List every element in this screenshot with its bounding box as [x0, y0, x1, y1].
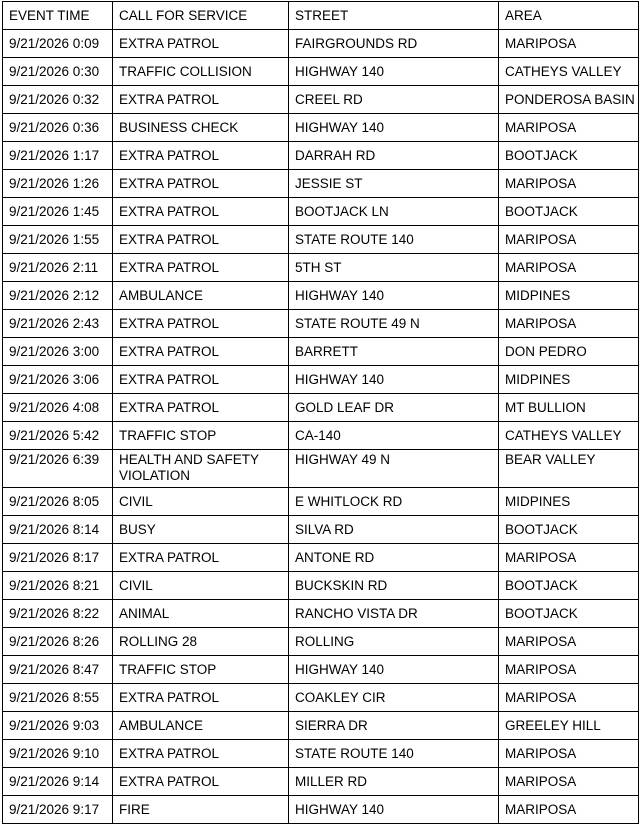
call-for-service-cell: HEALTH AND SAFETY VIOLATION	[113, 450, 289, 488]
table-row	[3, 544, 639, 572]
table-body	[3, 30, 639, 824]
street-cell: HIGHWAY 49 N	[289, 450, 499, 488]
table-row	[3, 366, 639, 394]
area-cell: MARIPOSA	[499, 30, 639, 58]
table-row	[3, 768, 639, 796]
call-for-service-cell: EXTRA PATROL	[113, 684, 289, 712]
area-cell: BOOTJACK	[499, 516, 639, 544]
street-cell: 5TH ST	[289, 254, 499, 282]
table-row	[3, 394, 639, 422]
event-time-cell: 9/21/2026 3:00	[3, 338, 113, 366]
area-cell: MIDPINES	[499, 282, 639, 310]
event-time-cell: 9/21/2026 8:21	[3, 572, 113, 600]
street-cell: HIGHWAY 140	[289, 366, 499, 394]
event-time-cell: 9/21/2026 8:14	[3, 516, 113, 544]
area-cell: MARIPOSA	[499, 768, 639, 796]
area-cell: MARIPOSA	[499, 740, 639, 768]
street-cell: FAIRGROUNDS RD	[289, 30, 499, 58]
table-row	[3, 422, 639, 450]
call-for-service-cell: CIVIL	[113, 488, 289, 516]
table-row	[3, 86, 639, 114]
area-cell: MARIPOSA	[499, 796, 639, 824]
event-time-cell: 9/21/2026 1:55	[3, 226, 113, 254]
call-for-service-cell: EXTRA PATROL	[113, 740, 289, 768]
area-cell: MARIPOSA	[499, 254, 639, 282]
area-cell: DON PEDRO	[499, 338, 639, 366]
call-for-service-cell: CIVIL	[113, 572, 289, 600]
table-row	[3, 796, 639, 824]
event-time-cell: 9/21/2026 0:30	[3, 58, 113, 86]
street-cell: RANCHO VISTA DR	[289, 600, 499, 628]
street-cell: COAKLEY CIR	[289, 684, 499, 712]
area-cell: MARIPOSA	[499, 544, 639, 572]
header-row	[3, 2, 639, 30]
call-for-service-cell: EXTRA PATROL	[113, 310, 289, 338]
table-row	[3, 114, 639, 142]
event-time-cell: 9/21/2026 9:17	[3, 796, 113, 824]
event-time-cell: 9/21/2026 8:17	[3, 544, 113, 572]
event-time-cell: 9/21/2026 5:42	[3, 422, 113, 450]
street-cell: BUCKSKIN RD	[289, 572, 499, 600]
call-for-service-cell: EXTRA PATROL	[113, 170, 289, 198]
call-for-service-cell: EXTRA PATROL	[113, 768, 289, 796]
area-cell: MARIPOSA	[499, 684, 639, 712]
event-time-cell: 9/21/2026 6:39	[3, 450, 113, 488]
event-time-cell: 9/21/2026 1:26	[3, 170, 113, 198]
table-row	[3, 488, 639, 516]
table-row	[3, 58, 639, 86]
call-for-service-cell: EXTRA PATROL	[113, 226, 289, 254]
call-for-service-cell: TRAFFIC STOP	[113, 422, 289, 450]
event-time-cell: 9/21/2026 2:43	[3, 310, 113, 338]
call-log-table	[2, 1, 639, 824]
event-time-cell: 9/21/2026 0:32	[3, 86, 113, 114]
call-for-service-cell: EXTRA PATROL	[113, 366, 289, 394]
area-cell: MT BULLION	[499, 394, 639, 422]
area-cell: BOOTJACK	[499, 572, 639, 600]
area-cell: MARIPOSA	[499, 628, 639, 656]
street-cell: HIGHWAY 140	[289, 58, 499, 86]
call-for-service-cell: ROLLING 28	[113, 628, 289, 656]
call-for-service-cell: ANIMAL	[113, 600, 289, 628]
area-cell: MARIPOSA	[499, 656, 639, 684]
header-call-for-service: CALL FOR SERVICE	[113, 2, 289, 30]
call-for-service-cell: EXTRA PATROL	[113, 544, 289, 572]
area-cell: MARIPOSA	[499, 310, 639, 338]
street-cell: BARRETT	[289, 338, 499, 366]
street-cell: DARRAH RD	[289, 142, 499, 170]
area-cell: MIDPINES	[499, 488, 639, 516]
header-area: AREA	[499, 2, 639, 30]
street-cell: ANTONE RD	[289, 544, 499, 572]
street-cell: HIGHWAY 140	[289, 656, 499, 684]
table-row	[3, 198, 639, 226]
street-cell: HIGHWAY 140	[289, 282, 499, 310]
street-cell: GOLD LEAF DR	[289, 394, 499, 422]
call-for-service-cell: TRAFFIC STOP	[113, 656, 289, 684]
table-row	[3, 338, 639, 366]
street-cell: STATE ROUTE 140	[289, 740, 499, 768]
street-cell: JESSIE ST	[289, 170, 499, 198]
street-cell: HIGHWAY 140	[289, 796, 499, 824]
event-time-cell: 9/21/2026 1:17	[3, 142, 113, 170]
event-time-cell: 9/21/2026 8:55	[3, 684, 113, 712]
area-cell: PONDEROSA BASIN	[499, 86, 639, 114]
table-row	[3, 310, 639, 338]
call-for-service-cell: EXTRA PATROL	[113, 86, 289, 114]
table-row	[3, 226, 639, 254]
street-cell: STATE ROUTE 49 N	[289, 310, 499, 338]
area-cell: CATHEYS VALLEY	[499, 58, 639, 86]
table-row	[3, 628, 639, 656]
table-row	[3, 142, 639, 170]
event-time-cell: 9/21/2026 3:06	[3, 366, 113, 394]
area-cell: GREELEY HILL	[499, 712, 639, 740]
area-cell: BEAR VALLEY	[499, 450, 639, 488]
header-street: STREET	[289, 2, 499, 30]
event-time-cell: 9/21/2026 9:10	[3, 740, 113, 768]
table-row	[3, 572, 639, 600]
table-row	[3, 740, 639, 768]
call-for-service-cell: BUSINESS CHECK	[113, 114, 289, 142]
event-time-cell: 9/21/2026 0:09	[3, 30, 113, 58]
event-time-cell: 9/21/2026 0:36	[3, 114, 113, 142]
call-for-service-cell: EXTRA PATROL	[113, 198, 289, 226]
street-cell: E WHITLOCK RD	[289, 488, 499, 516]
call-for-service-cell: EXTRA PATROL	[113, 394, 289, 422]
street-cell: SILVA RD	[289, 516, 499, 544]
area-cell: MARIPOSA	[499, 170, 639, 198]
area-cell: BOOTJACK	[499, 198, 639, 226]
table-row	[3, 516, 639, 544]
area-cell: BOOTJACK	[499, 600, 639, 628]
event-time-cell: 9/21/2026 4:08	[3, 394, 113, 422]
area-cell: MARIPOSA	[499, 226, 639, 254]
call-for-service-cell: TRAFFIC COLLISION	[113, 58, 289, 86]
table-row	[3, 656, 639, 684]
event-time-cell: 9/21/2026 8:05	[3, 488, 113, 516]
table-row	[3, 684, 639, 712]
area-cell: CATHEYS VALLEY	[499, 422, 639, 450]
street-cell: CA-140	[289, 422, 499, 450]
street-cell: MILLER RD	[289, 768, 499, 796]
table-row	[3, 170, 639, 198]
header-event-time: EVENT TIME	[3, 2, 113, 30]
event-time-cell: 9/21/2026 8:26	[3, 628, 113, 656]
area-cell: MARIPOSA	[499, 114, 639, 142]
street-cell: CREEL RD	[289, 86, 499, 114]
event-time-cell: 9/21/2026 9:03	[3, 712, 113, 740]
table-row	[3, 254, 639, 282]
call-for-service-cell: EXTRA PATROL	[113, 30, 289, 58]
call-for-service-cell: EXTRA PATROL	[113, 254, 289, 282]
call-for-service-cell: EXTRA PATROL	[113, 142, 289, 170]
call-for-service-cell: BUSY	[113, 516, 289, 544]
table-row	[3, 712, 639, 740]
street-cell: ROLLING	[289, 628, 499, 656]
event-time-cell: 9/21/2026 2:11	[3, 254, 113, 282]
area-cell: MIDPINES	[499, 366, 639, 394]
event-time-cell: 9/21/2026 8:47	[3, 656, 113, 684]
call-for-service-cell: EXTRA PATROL	[113, 338, 289, 366]
event-time-cell: 9/21/2026 8:22	[3, 600, 113, 628]
area-cell: BOOTJACK	[499, 142, 639, 170]
street-cell: BOOTJACK LN	[289, 198, 499, 226]
call-for-service-cell: AMBULANCE	[113, 282, 289, 310]
event-time-cell: 9/21/2026 9:14	[3, 768, 113, 796]
call-for-service-cell: FIRE	[113, 796, 289, 824]
call-for-service-cell: AMBULANCE	[113, 712, 289, 740]
street-cell: HIGHWAY 140	[289, 114, 499, 142]
event-time-cell: 9/21/2026 2:12	[3, 282, 113, 310]
event-time-cell: 9/21/2026 1:45	[3, 198, 113, 226]
street-cell: STATE ROUTE 140	[289, 226, 499, 254]
table-row	[3, 600, 639, 628]
table-row	[3, 30, 639, 58]
street-cell: SIERRA DR	[289, 712, 499, 740]
table-row	[3, 450, 639, 488]
table-row	[3, 282, 639, 310]
